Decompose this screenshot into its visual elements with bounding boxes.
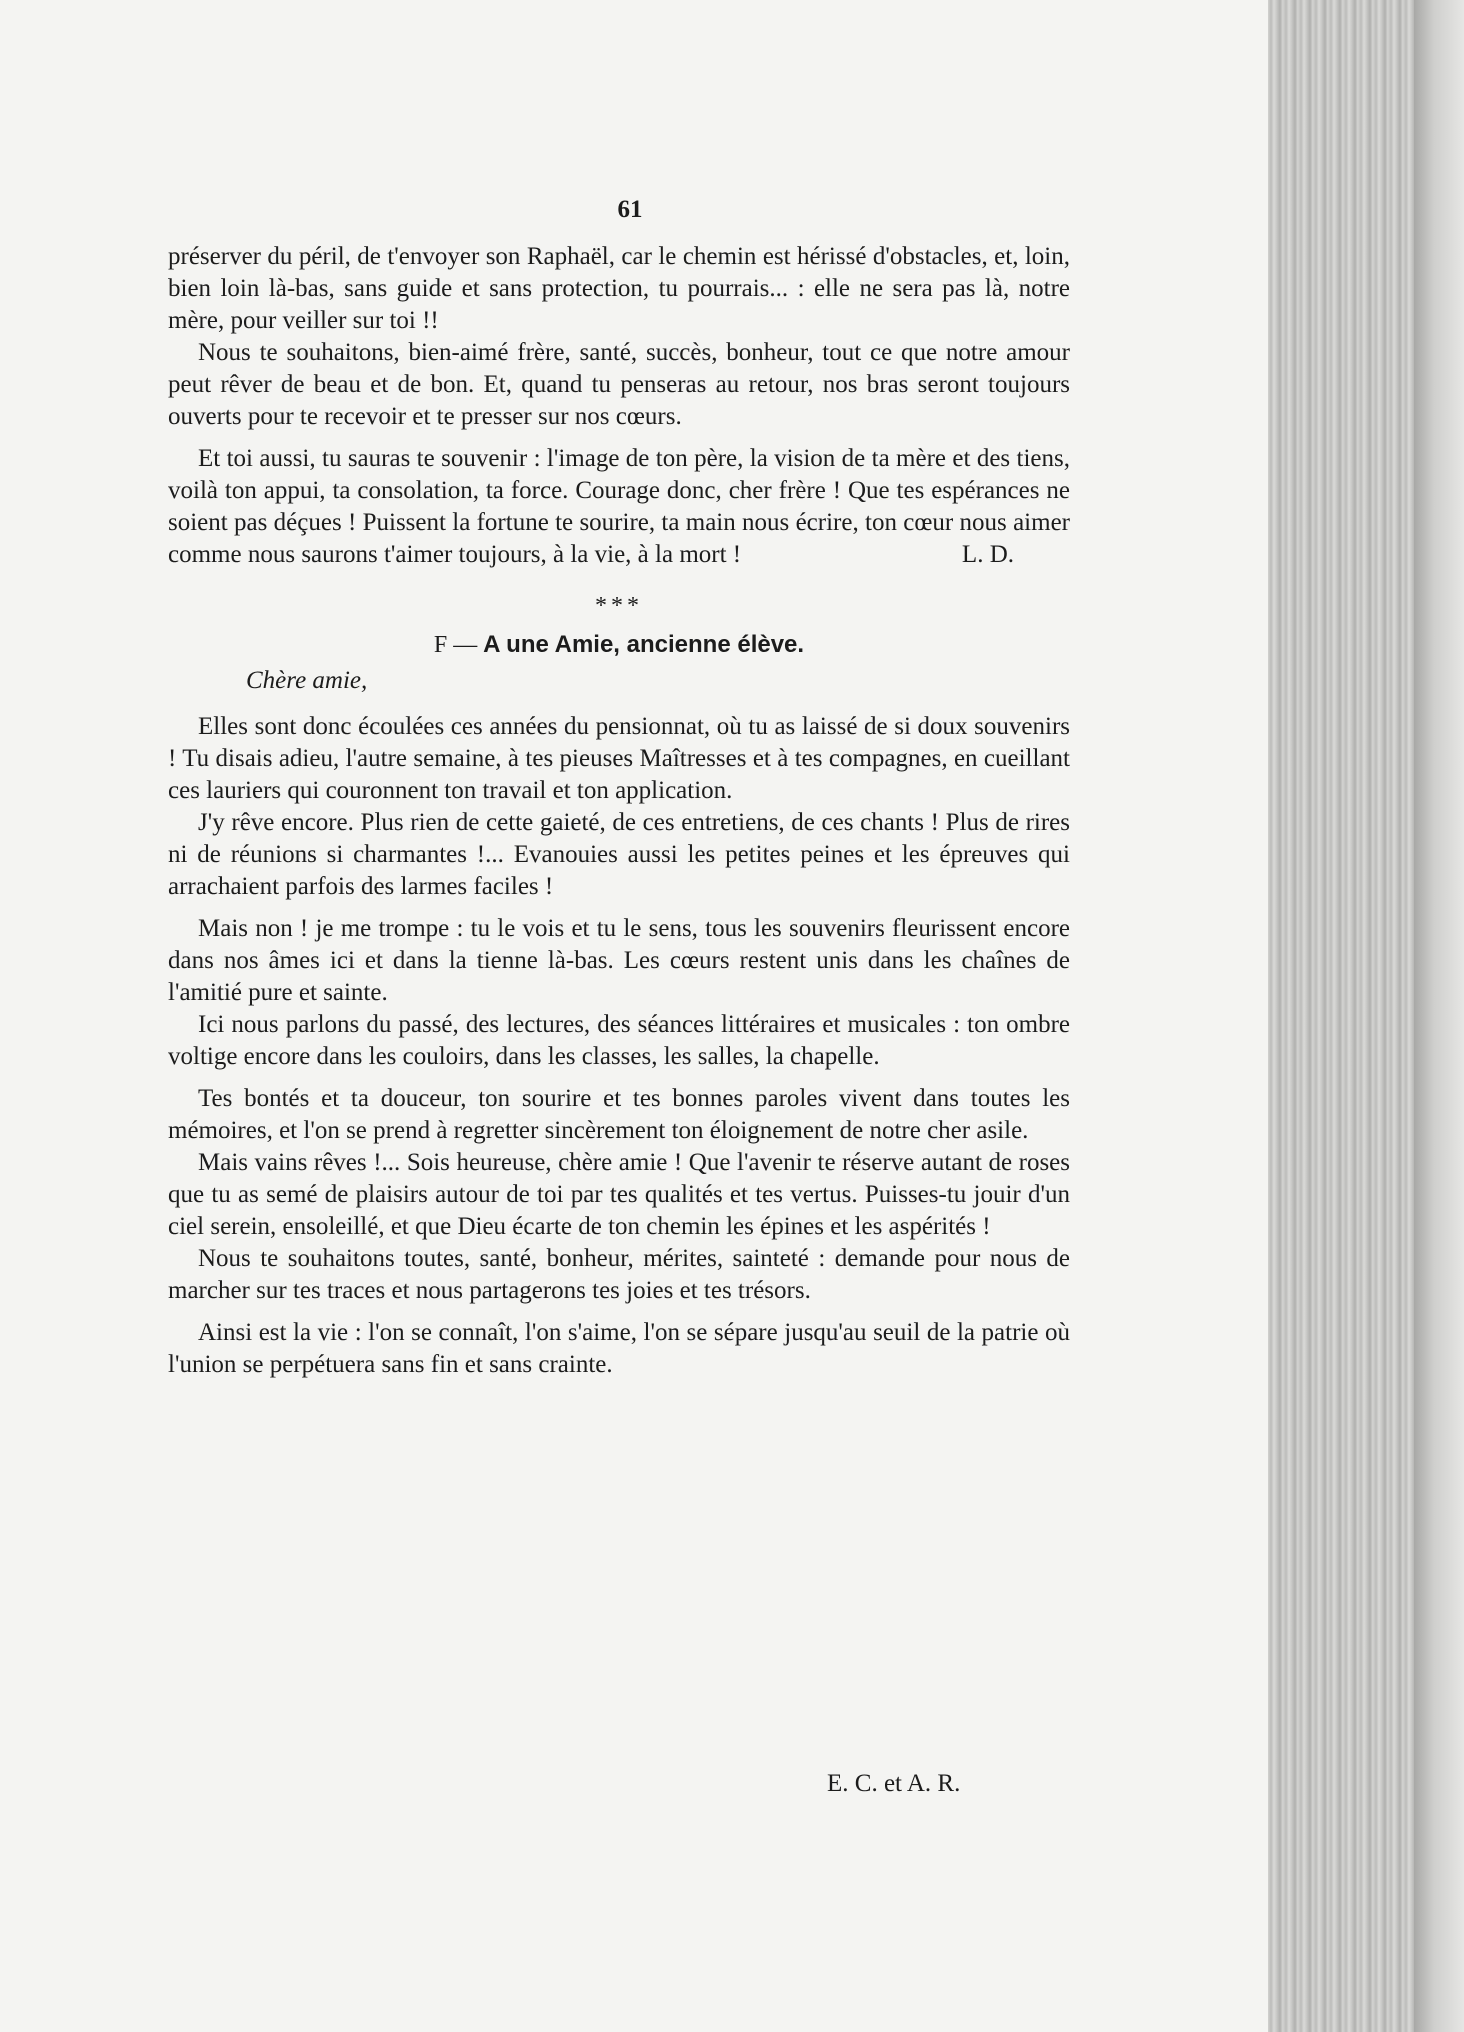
paragraph-f2: J'y rêve encore. Plus rien de cette gaieté, de ces entretiens, de ces chants ! Plus de rires ni de réunions si charmantes !... Evanouies aussi les petites peines et les épreuves qui arrachaient parfois des larmes faciles !	[168, 809, 1070, 900]
paragraph-f7: Nous te souhaitons toutes, santé, bonheur, mérites, sainteté : demande pour nous de marcher sur tes traces et nous partagerons tes joies et tes trésors.	[168, 1245, 1070, 1304]
page-number: 61	[617, 196, 643, 223]
paragraph-f5: Tes bontés et ta douceur, ton sourire et tes bonnes paroles vivent dans toutes les mémoires, et l'on se prend à regretter sincèrement ton éloignement de notre cher asile.	[168, 1085, 1070, 1144]
paragraph-e1: préserver du péril, de t'envoyer son Raphaël, car le chemin est hérissé d'obstacles, et, loin, bien loin là-bas, sans guide et sans protection, tu pourrais... : elle ne sera pas là, notre mère, pour veiller sur toi !!	[168, 243, 1070, 334]
page-text	[168, 195, 1070, 1381]
salutation: Chère amie,	[246, 667, 368, 694]
binding-shadow	[1414, 0, 1464, 2032]
paragraph-e3-text: Et toi aussi, tu sauras te souvenir : l'image de ton père, la vision de ta mère et des tiens, voilà ton appui, ta consolation, ta force. Courage donc, cher frère ! Que tes espérances ne soient pas déçues ! Puissent la fortune te sourire, ta main nous écrire, ton cœur nous aimer comme nous saurons t'aimer toujours, à la vie, à la mort !	[168, 445, 1070, 568]
separator-asterism: ***	[595, 593, 643, 619]
section-heading	[168, 629, 1070, 661]
signature-ld: L. D.	[961, 541, 1014, 568]
paragraph-f1: Elles sont donc écoulées ces années du pensionnat, où tu as laissé de si doux souvenirs ! Tu disais adieu, l'autre semaine, à tes pieuses Maîtresses et à tes compagnes, en cueillant ces lauriers qui couronnent ton travail et ton application.	[168, 713, 1070, 804]
paragraph-f6: Mais vains rêves !... Sois heureuse, chère amie ! Que l'avenir te réserve autant de roses que tu as semé de plaisirs autour de toi par tes qualités et tes vertus. Puisses-tu jouir d'un ciel serein, ensoleillé, et que Dieu écarte de ton chemin les épines et les aspérités !	[168, 1149, 1070, 1240]
paragraph-e3	[168, 443, 1070, 571]
paragraph-f3: Mais non ! je me trompe : tu le vois et tu le sens, tous les souvenirs fleurissent encore dans nos âmes ici et dans la tienne là-bas. Les cœurs restent unis dans les chaînes de l'amitié pure et sainte.	[168, 915, 1070, 1006]
page-edges	[1268, 0, 1414, 2032]
paragraph-f4: Ici nous parlons du passé, des lectures, des séances littéraires et musicales : ton ombre voltige encore dans les couloirs, dans les classes, les salles, la chapelle.	[168, 1011, 1070, 1070]
paragraph-f8: Ainsi est la vie : l'on se connaît, l'on s'aime, l'on se sépare jusqu'au seuil de la patrie où l'union se perpétuera sans fin et sans crainte.	[168, 1319, 1070, 1378]
paragraph-e2: Nous te souhaitons, bien-aimé frère, santé, succès, bonheur, tout ce que notre amour peut rêver de beau et de bon. Et, quand tu penseras au retour, nos bras seront toujours ouverts pour te recevoir et te presser sur nos cœurs.	[168, 339, 1070, 430]
signature-ec-ar: E. C. et A. R.	[827, 1770, 961, 1797]
section-letter: F —	[433, 632, 478, 658]
section-title: A une Amie, ancienne élève.	[483, 631, 805, 658]
